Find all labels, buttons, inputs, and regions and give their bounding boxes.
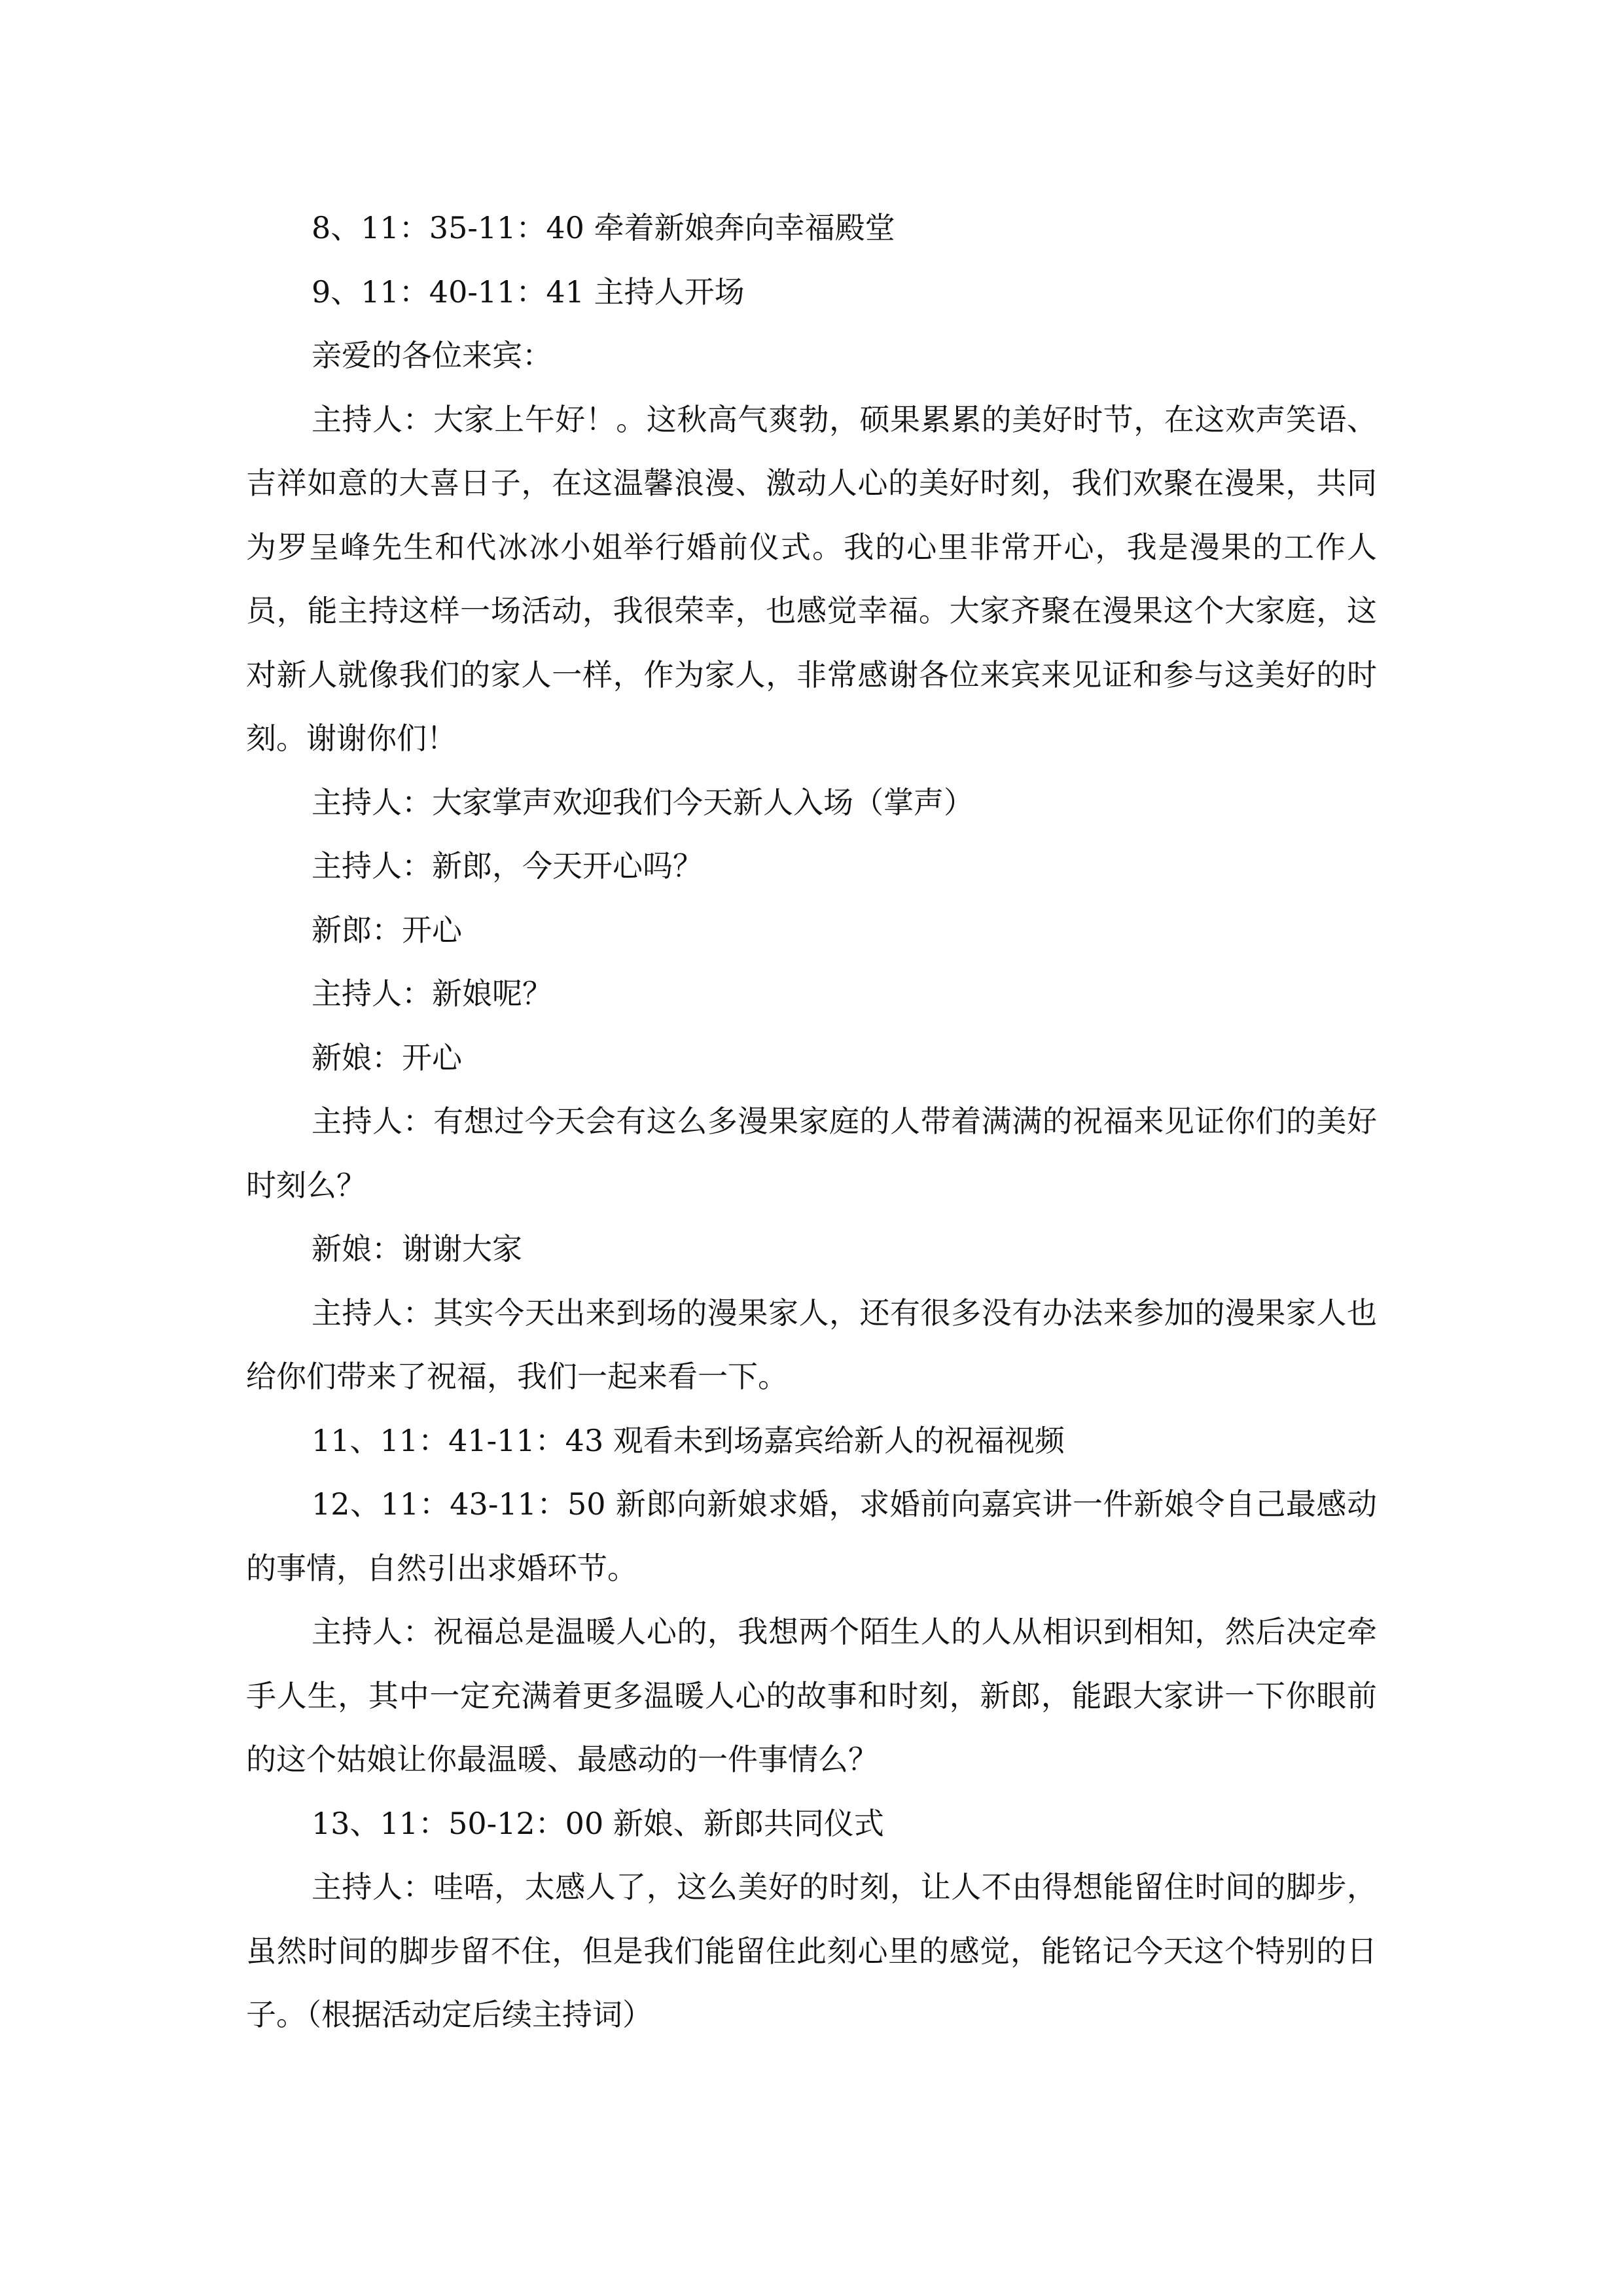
host-line-video-intro: 主持人：其实今天出来到场的漫果家人，还有很多没有办法来参加的漫果家人也给你们带来了祝福，我们一起来看一下。	[246, 1295, 1377, 1394]
host-opening-speech: 主持人：大家上午好！。这秋高气爽勃，硕果累累的美好时节，在这欢声笑语、吉祥如意的大喜日子，在这温馨浪漫、激动人心的美好时刻，我们欢聚在漫果，共同为罗呈峰先生和代冰冰小姐举行婚前仪式。我的心里非常开心，我是漫果的工作人员，能主持这样一场活动，我很荣幸，也感觉幸福。大家齐聚在漫果这个大家庭，这对新人就像我们的家人一样，作为家人，非常感谢各位来宾来见证和参与这美好的时刻。谢谢你们！	[246, 401, 1377, 756]
host-line-welcome: 主持人：大家掌声欢迎我们今天新人入场（掌声）	[312, 784, 974, 820]
host-line-blessings: 主持人：有想过今天会有这么多漫果家庭的人带着满满的祝福来见证你们的美好时刻么？	[246, 1103, 1377, 1203]
host-line-closing: 主持人：哇唔，太感人了，这么美好的时刻，让人不由得想能留住时间的脚步，虽然时间的脚步留不住，但是我们能留住此刻心里的感觉，能铭记今天这个特别的日子。（根据活动定后续主持词）	[246, 1869, 1377, 2032]
host-line-ask-groom: 主持人：新郎，今天开心吗？	[312, 848, 703, 884]
document-body	[246, 196, 1377, 2047]
schedule-item-12: 12、11：43-11：50 新郎向新娘求婚，求婚前向嘉宾讲一件新娘令自己最感动的事情，自然引出求婚环节。	[246, 1486, 1377, 1586]
schedule-item-11: 11、11：41-11：43 观看未到场嘉宾给新人的祝福视频	[312, 1422, 1065, 1458]
greeting-line: 亲爱的各位来宾：	[312, 338, 552, 373]
bride-line-thanks: 新娘：谢谢大家	[312, 1231, 522, 1266]
schedule-item-8: 8、11：35-11：40 牵着新娘奔向幸福殿堂	[312, 210, 895, 245]
groom-line: 新郎：开心	[312, 912, 462, 948]
schedule-item-9: 9、11：40-11：41 主持人开场	[312, 274, 745, 310]
bride-line: 新娘：开心	[312, 1039, 462, 1075]
host-line-proposal: 主持人：祝福总是温暖人心的，我想两个陌生人的人从相识到相知，然后决定牵手人生，其中一定充满着更多温暖人心的故事和时刻，新郎，能跟大家讲一下你眼前的这个姑娘让你最温暖、最感动的一件事情么？	[246, 1614, 1377, 1777]
schedule-item-13: 13、11：50-12：00 新娘、新郎共同仪式	[312, 1805, 884, 1841]
host-line-ask-bride: 主持人：新娘呢？	[312, 976, 552, 1011]
